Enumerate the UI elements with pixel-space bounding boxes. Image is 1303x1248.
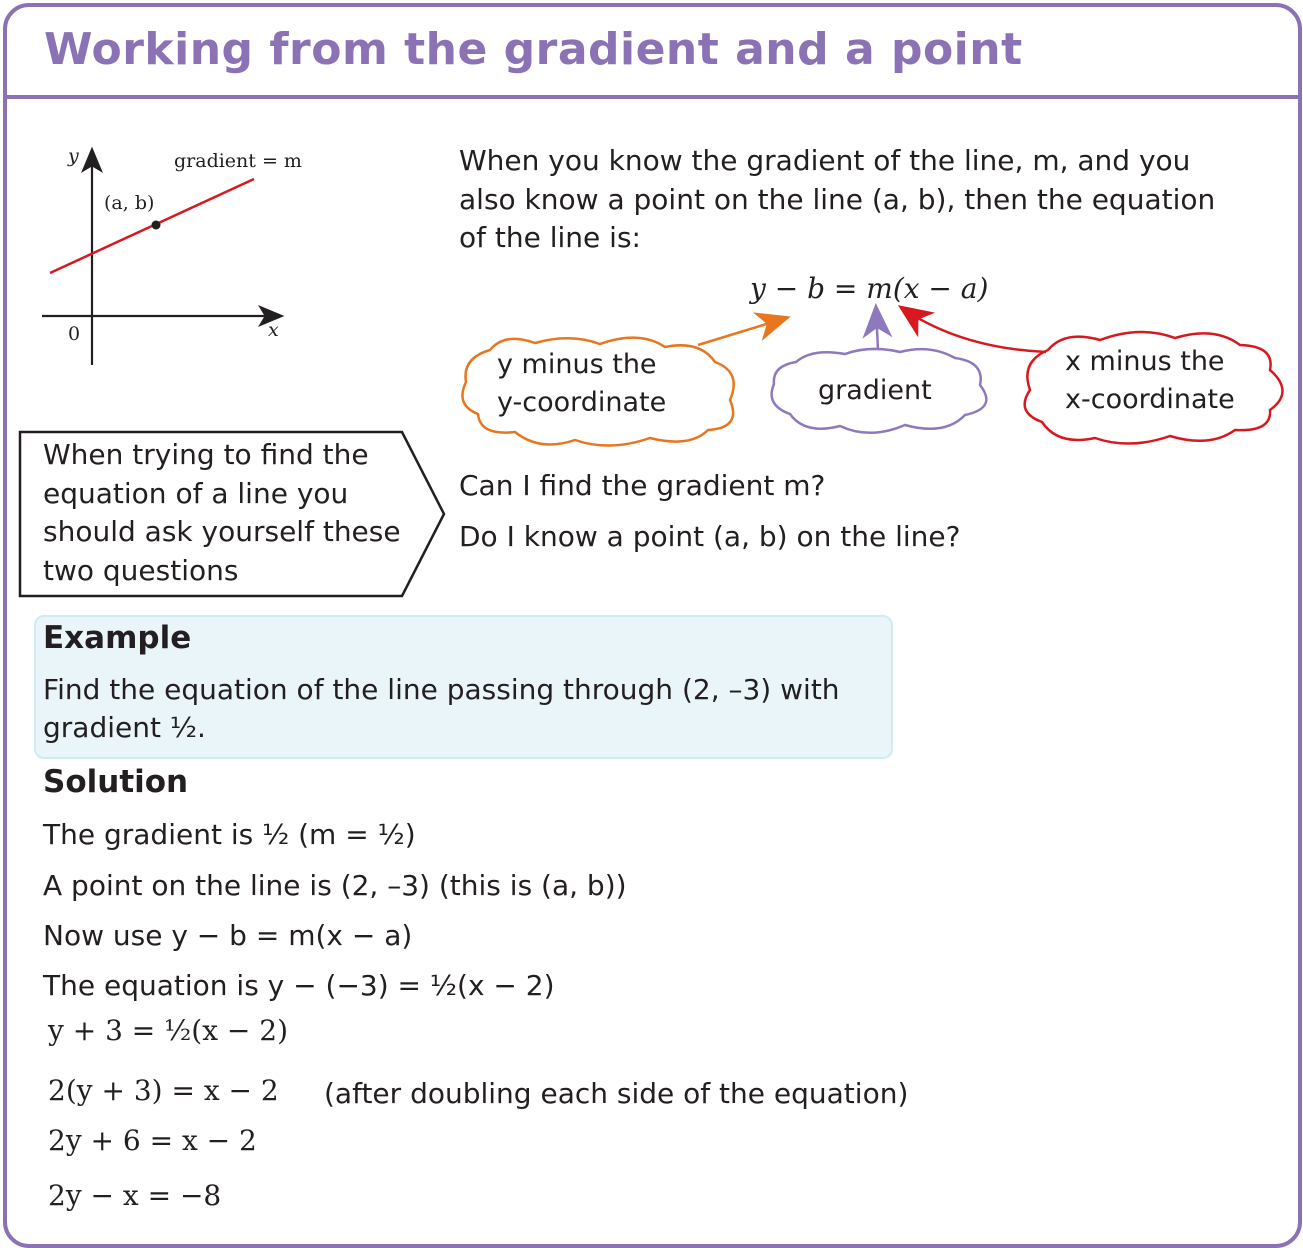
x-cloud-line-2: x-coordinate	[1065, 384, 1235, 415]
orange-arrow	[698, 318, 786, 345]
question-2: Do I know a point (a, b) on the line?	[459, 520, 961, 553]
solution-equation: The equation is y − (−3) = ½(x − 2)	[43, 969, 555, 1002]
tip-line-4: two questions	[43, 554, 239, 587]
red-arrow	[902, 308, 1046, 352]
origin-label: 0	[68, 323, 81, 345]
page-title: Working from the gradient and a point	[44, 24, 1023, 75]
x-cloud-line-1: x minus the	[1065, 346, 1225, 377]
solution-point: A point on the line is (2, –3) (this is (a, b))	[43, 869, 627, 902]
example-line-1: Find the equation of the line passing through (2, –3) with	[43, 673, 840, 706]
solution-step-2-note: (after doubling each side of the equation)	[324, 1077, 909, 1110]
example-line-2: gradient ½.	[43, 711, 206, 744]
solution-heading: Solution	[43, 764, 189, 800]
example-heading: Example	[43, 620, 192, 656]
gradient-label: gradient = m	[174, 150, 302, 172]
y-cloud-line-2: y-coordinate	[497, 387, 667, 418]
tip-line-1: When trying to find the	[43, 438, 369, 471]
solution-step-2: 2(y + 3) = x − 2	[48, 1074, 279, 1107]
solution-step-4: 2y − x = −8	[48, 1179, 222, 1212]
tip-line-2: equation of a line you	[43, 477, 349, 510]
y-axis-label: y	[68, 145, 79, 167]
tip-line-3: should ask yourself these	[43, 515, 401, 548]
x-axis-label: x	[268, 319, 279, 341]
purple-arrow	[876, 308, 878, 350]
intro-line-3: of the line is:	[459, 221, 641, 254]
intro-line-1: When you know the gradient of the line, m, and you	[459, 144, 1191, 177]
question-1: Can I find the gradient m?	[459, 469, 826, 502]
y-cloud-line-1: y minus the	[497, 349, 657, 380]
main-equation: y − b = m(x − a)	[750, 272, 989, 305]
solution-gradient: The gradient is ½ (m = ½)	[43, 818, 416, 851]
intro-line-2: also know a point on the line (a, b), then the equation	[459, 183, 1216, 216]
gradient-cloud-label: gradient	[818, 375, 932, 406]
solution-step-3: 2y + 6 = x − 2	[48, 1124, 257, 1157]
solution-use: Now use y − b = m(x − a)	[43, 919, 413, 952]
solution-step-1: y + 3 = ½(x − 2)	[48, 1014, 289, 1047]
point-label: (a, b)	[104, 192, 155, 214]
